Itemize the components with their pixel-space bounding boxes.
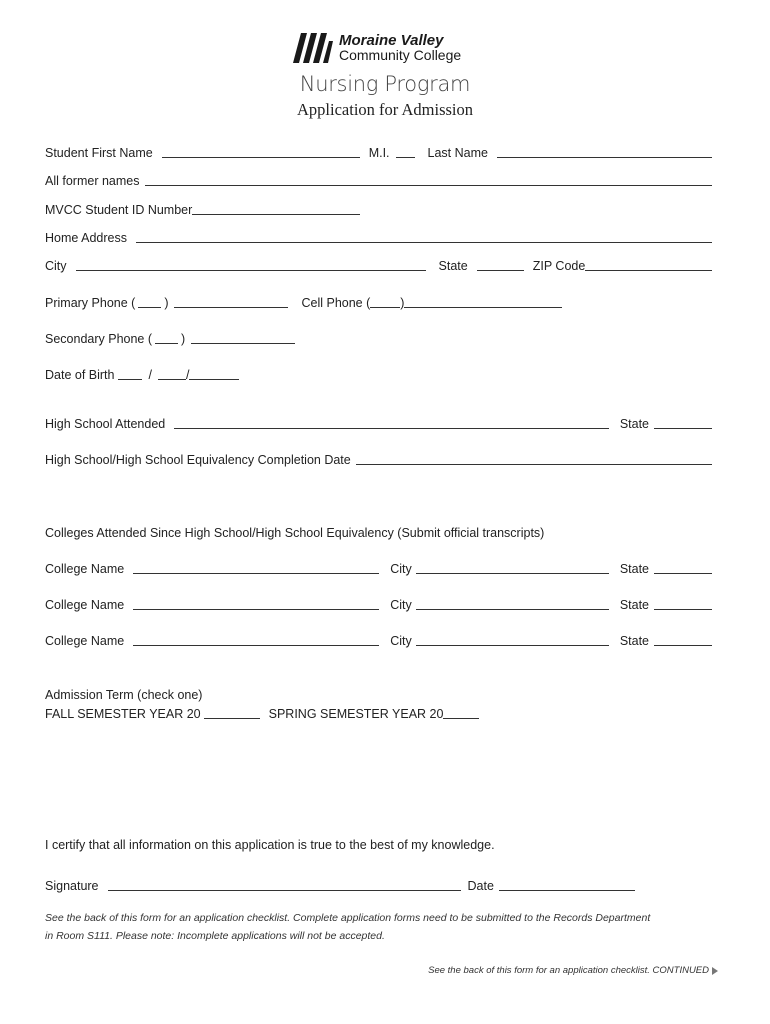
fall-semester-field[interactable] (204, 718, 260, 719)
high-school-state-label: State (619, 417, 649, 431)
continued-text: See the back of this form for an application checklist. CONTINUED (428, 965, 709, 976)
signature-field[interactable] (108, 890, 461, 891)
first-name-field[interactable] (162, 157, 360, 158)
mvcc-logo-mark-icon (293, 33, 333, 63)
fall-semester-label: FALL SEMESTER YEAR 20 (45, 707, 201, 721)
secondary-phone-field[interactable] (191, 343, 295, 344)
certify-row (45, 836, 712, 854)
dob-year-field[interactable] (189, 379, 239, 380)
logo-name-line2: Community College (339, 47, 462, 63)
college-name-label: College Name (45, 598, 125, 612)
student-id-label: MVCC Student ID Number (45, 203, 193, 217)
college-state-label: State (619, 598, 649, 612)
college-city-label: City (390, 634, 412, 648)
city-field[interactable] (76, 270, 426, 271)
college-city-field[interactable] (416, 573, 609, 574)
dob-slash-1: / (148, 368, 152, 382)
college-state-label: State (619, 634, 649, 648)
dob-month-field[interactable] (118, 379, 142, 380)
college-logo (293, 33, 461, 63)
primary-phone-label: Primary Phone ( (45, 296, 136, 310)
hs-completion-date-field[interactable] (356, 464, 712, 465)
cell-phone-paren: ) (400, 296, 405, 310)
cell-phone-area-field[interactable] (370, 307, 400, 308)
former-names-row (45, 172, 712, 190)
high-school-row (45, 415, 712, 433)
date-label: Date (467, 879, 494, 893)
primary-phone-paren: ) (164, 296, 169, 310)
cell-phone-label: Cell Phone ( (301, 296, 371, 310)
zip-field[interactable] (585, 270, 712, 271)
city-row (45, 257, 712, 275)
college-state-field[interactable] (654, 573, 712, 574)
college-name-field[interactable] (133, 609, 379, 610)
name-row (45, 144, 712, 162)
page-title: Nursing Program (299, 72, 471, 96)
high-school-label: High School Attended (45, 417, 166, 431)
former-names-field[interactable] (145, 185, 712, 186)
former-names-label: All former names (45, 174, 140, 188)
checklist-note-line2: in Room S111. Please note: Incomplete applications will not be accepted. (45, 930, 385, 942)
middle-initial-field[interactable] (396, 157, 415, 158)
student-id-row (45, 201, 712, 219)
secondary-phone-row (45, 330, 712, 348)
dob-slash-2: / (185, 368, 190, 382)
checklist-note-line1: See the back of this form for an application checklist. Complete application forms need to be submitted to the Records Department (45, 912, 651, 924)
term-heading-row (45, 686, 712, 704)
college-state-label: State (619, 562, 649, 576)
student-id-field[interactable] (192, 214, 360, 215)
college-name-label: College Name (45, 562, 125, 576)
college-name-label: College Name (45, 634, 125, 648)
colleges-heading: Colleges Attended Since High School/High School Equivalency (Submit official transcripts) (45, 526, 545, 540)
city-label: City (45, 259, 67, 273)
signature-label: Signature (45, 879, 99, 893)
hs-completion-row (45, 451, 712, 469)
colleges-heading-row (45, 524, 712, 542)
state-field[interactable] (477, 270, 524, 271)
college-row (45, 560, 712, 578)
dob-label: Date of Birth (45, 368, 115, 382)
high-school-state-field[interactable] (654, 428, 712, 429)
last-name-label: Last Name (427, 146, 488, 160)
signature-row (45, 877, 712, 895)
first-name-label: Student First Name (45, 146, 153, 160)
dob-row (45, 366, 712, 384)
last-name-field[interactable] (497, 157, 712, 158)
secondary-phone-label: Secondary Phone ( (45, 332, 153, 346)
college-city-label: City (390, 598, 412, 612)
state-label: State (438, 259, 468, 273)
home-address-label: Home Address (45, 231, 127, 245)
hs-completion-label: High School/High School Equivalency Completion Date (45, 453, 351, 467)
spring-semester-field[interactable] (443, 718, 479, 719)
college-state-field[interactable] (654, 645, 712, 646)
college-row (45, 596, 712, 614)
phone-row (45, 294, 712, 312)
home-address-row (45, 229, 712, 247)
term-heading: Admission Term (check one) (45, 688, 203, 702)
term-options-row (45, 705, 712, 723)
date-field[interactable] (499, 890, 635, 891)
middle-initial-label: M.I. (368, 146, 390, 160)
primary-phone-field[interactable] (174, 307, 288, 308)
college-row (45, 632, 712, 650)
secondary-phone-paren: ) (181, 332, 186, 346)
certify-statement: I certify that all information on this application is true to the best of my knowledge. (45, 838, 495, 852)
college-city-field[interactable] (416, 645, 609, 646)
logo-name-line1: Moraine Valley (339, 32, 444, 49)
college-city-field[interactable] (416, 609, 609, 610)
high-school-field[interactable] (174, 428, 609, 429)
college-city-label: City (390, 562, 412, 576)
page-subtitle: Application for Admission (297, 100, 473, 119)
college-name-field[interactable] (133, 645, 379, 646)
home-address-field[interactable] (136, 242, 712, 243)
dob-day-field[interactable] (158, 379, 186, 380)
zip-label: ZIP Code (532, 259, 586, 273)
continued-footer (428, 965, 718, 976)
arrow-right-icon (712, 967, 718, 975)
secondary-phone-area-field[interactable] (155, 343, 178, 344)
spring-semester-label: SPRING SEMESTER YEAR 20 (268, 707, 444, 721)
college-name-field[interactable] (133, 573, 379, 574)
primary-phone-area-field[interactable] (138, 307, 161, 308)
cell-phone-field[interactable] (404, 307, 562, 308)
college-state-field[interactable] (654, 609, 712, 610)
